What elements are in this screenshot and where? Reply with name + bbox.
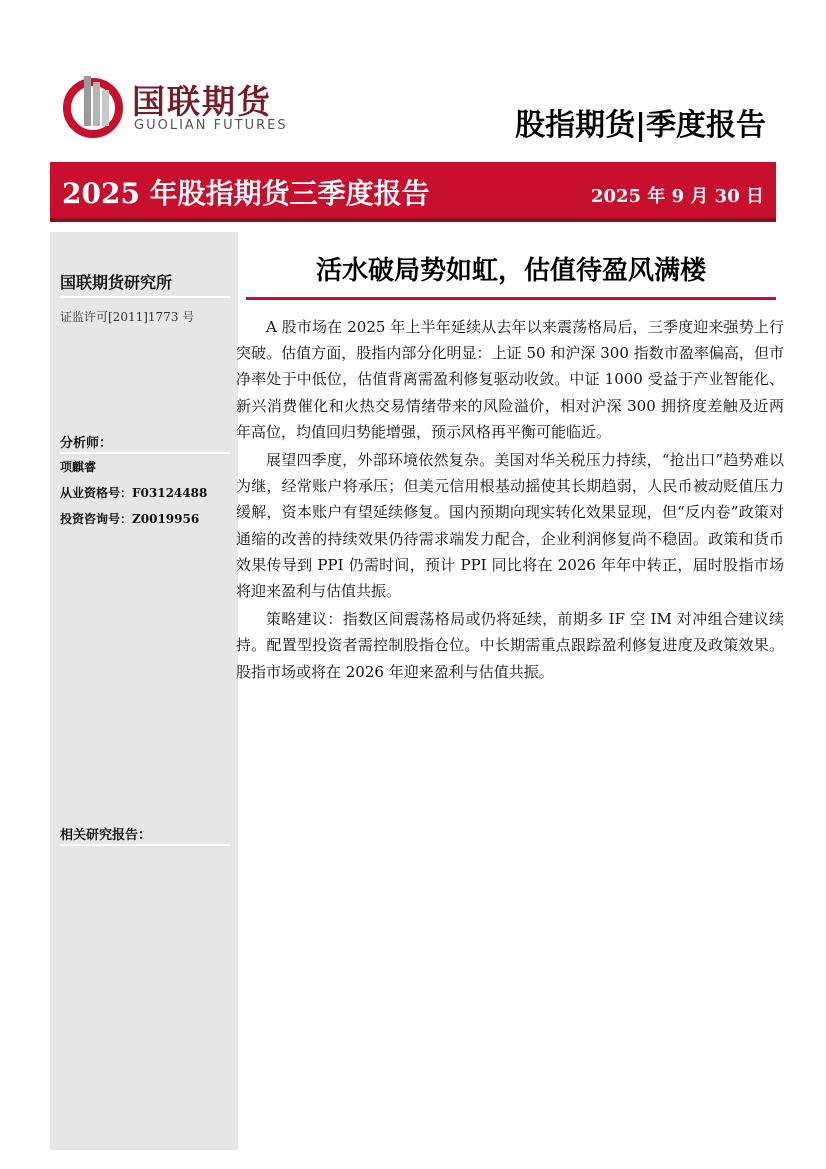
paragraph: A 股市场在 2025 年上半年延续从去年以来震荡格局后，三季度迎来强势上行突破。估值方面，股指内部分化明显：上证 50 和沪深 300 指数市盈率偏高，但市净率处于中低位，估值背离需盈利修复驱动收敛。中证 1000 受益于产业智能化、新兴消费催化和火热交易情绪带来的风险溢价，相对沪深 300 拥挤度差触及近两年高位，均值回归势能增强，预示风格再平衡可能临近。 <box>236 318 784 441</box>
headline-divider <box>246 297 776 300</box>
research-institute: 国联期货研究所 <box>60 273 173 292</box>
title-banner <box>50 162 776 222</box>
sidebar <box>50 232 238 1150</box>
paragraph: 展望四季度，外部环境依然复杂。美国对华关税压力持续，“抢出口”趋势难以为继，经常账户将承压；但美元信用根基动摇使其长期趋弱，人民币被动贬值压力缓解，资本账户有望延续修复。国内预期向现实转化效果显现，但“反内卷”政策对通缩的改善的持续效果仍待需求端发力配合，企业利润修复尚不稳固。政策和货币效果传导到 PPI 仍需时间，预计 PPI 同比将在 2026 年年中转正，届时股指市场将迎来盈利与估值共振。 <box>236 451 784 601</box>
analyst-heading: 分析师： <box>60 436 113 451</box>
consulting-number: 投资咨询号：Z0019956 <box>60 512 200 526</box>
sidebar-divider <box>60 452 230 454</box>
company-logo <box>62 72 322 138</box>
guolian-logo-icon <box>62 72 124 138</box>
paragraph: 策略建议：指数区间震荡格局或仍将延续，前期多 IF 空 IM 对冲组合建议续持。配置型投资者需控制股指仓位。中长期需重点跟踪盈利修复进度及政策效果。股指市场或将在 2026 年迎来盈利与估值共振。 <box>236 610 784 681</box>
sidebar-divider <box>60 296 230 298</box>
report-date: 2025 年 9 月 30 日 <box>590 186 764 207</box>
qualification-number: 从业资格号：F03124488 <box>60 486 208 500</box>
report-title: 2025 年股指期货三季度报告 <box>62 177 430 210</box>
logo-english-name: GUOLIAN FUTURES <box>134 118 288 133</box>
report-type-label: 股指期货|季度报告 <box>515 108 766 143</box>
article-headline: 活水破局势如虹，估值待盈风满楼 <box>315 256 706 286</box>
analyst-name: 项麒睿 <box>60 460 97 474</box>
license-number: 证监许可[2011]1773 号 <box>60 310 195 324</box>
article-body <box>236 314 784 687</box>
related-reports-heading: 相关研究报告： <box>60 828 152 843</box>
sidebar-divider <box>60 844 230 846</box>
logo-chinese-name: 国联期货 <box>132 82 272 121</box>
